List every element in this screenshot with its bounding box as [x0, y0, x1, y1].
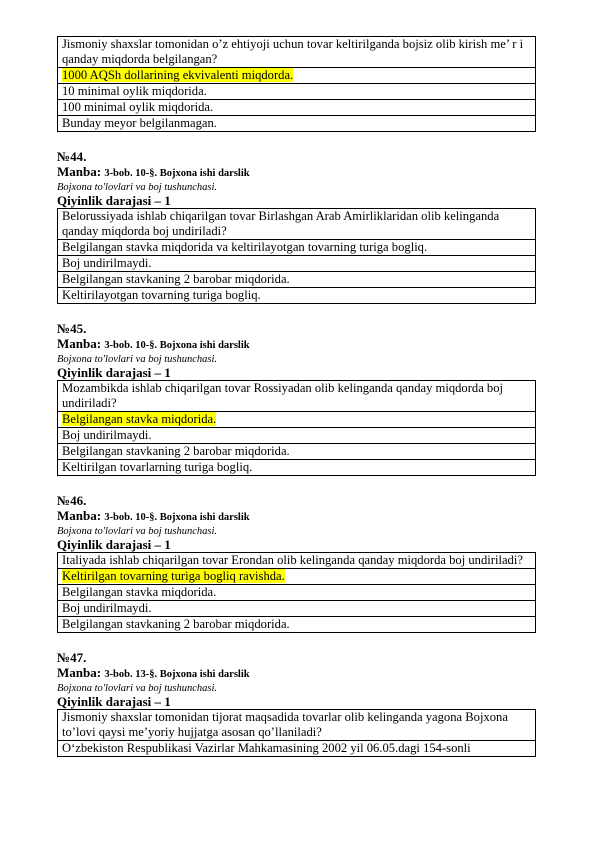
topic-line: Bojxona to'lovlari va boj tushunchasi. — [57, 683, 218, 694]
question-cell: Belorussiyada ishlab chiqarilgan tovar Birlashgan Arab Amirliklaridan olib kelinganda qanday miqdorda boj undiriladi? — [58, 209, 536, 240]
answer-cell: Belgilangan stavkaning 2 barobar miqdorida. — [58, 444, 536, 460]
answer-cell: O‘zbekiston Respublikasi Vazirlar Mahkamasining 2002 yil 06.05.dagi 154-sonli — [58, 741, 536, 757]
answer-cell: Belgilangan stavka miqdorida va keltirilayotgan tovarning turiga bogliq. — [58, 240, 536, 256]
answer-cell: 10 minimal oylik miqdorida. — [58, 84, 536, 100]
question-table — [57, 380, 536, 476]
difficulty-level: Qiyinlik darajasi – 1 — [57, 537, 171, 552]
question-cell: Jismoniy shaxslar tomonidan o’z ehtiyoji uchun tovar keltirilganda bojsiz olib kirish me’ r i qanday miqdorda belgilangan? — [58, 37, 536, 68]
answer-cell: Boj undirilmaydi. — [58, 256, 536, 272]
source-label: Manba: — [57, 164, 102, 179]
difficulty-level: Qiyinlik darajasi – 1 — [57, 365, 171, 380]
source-label: Manba: — [57, 665, 102, 680]
source-line — [57, 164, 536, 181]
answer-cell — [58, 569, 536, 585]
source-text: 3-bob. 10-§. Bojxona ishi darslik — [104, 168, 250, 179]
difficulty-level: Qiyinlik darajasi – 1 — [57, 694, 171, 709]
source-text: 3-bob. 10-§. Bojxona ishi darslik — [104, 512, 250, 523]
question-number: №47. — [57, 650, 87, 665]
question-table — [57, 208, 536, 304]
question-table — [57, 709, 536, 757]
correct-answer-highlight: 1000 AQSh dollarining ekvivalenti miqdorda. — [62, 68, 294, 82]
answer-cell: Bunday meyor belgilanmagan. — [58, 116, 536, 132]
topic-line: Bojxona to'lovlari va boj tushunchasi. — [57, 354, 218, 365]
source-label: Manba: — [57, 508, 102, 523]
question-table — [57, 36, 536, 132]
answer-cell: Keltirilayotgan tovarning turiga bogliq. — [58, 288, 536, 304]
answer-cell: Boj undirilmaydi. — [58, 428, 536, 444]
source-label: Manba: — [57, 336, 102, 351]
question-number: №46. — [57, 493, 87, 508]
question-number: №45. — [57, 321, 87, 336]
question-number: №44. — [57, 149, 87, 164]
source-text: 3-bob. 10-§. Bojxona ishi darslik — [104, 340, 250, 351]
correct-answer-highlight: Keltirilgan tovarning turiga bogliq ravishda. — [62, 569, 285, 583]
question-table — [57, 552, 536, 633]
question-cell: Jismoniy shaxslar tomonidan tijorat maqsadida tovarlar olib kelinganda yagona Bojxona to’lovi qaysi me’yoriy hujjatga asosan qo’llaniladi? — [58, 710, 536, 741]
answer-cell — [58, 412, 536, 428]
correct-answer-highlight: Belgilangan stavka miqdorida. — [62, 412, 217, 426]
answer-cell — [58, 68, 536, 84]
difficulty-level: Qiyinlik darajasi – 1 — [57, 193, 171, 208]
answer-cell: Belgilangan stavkaning 2 barobar miqdorida. — [58, 617, 536, 633]
document-page — [57, 36, 536, 757]
answer-cell: Keltirilgan tovarlarning turiga bogliq. — [58, 460, 536, 476]
question-cell: Mozambikda ishlab chiqarilgan tovar Rossiyadan olib kelinganda qanday miqdorda boj undiriladi? — [58, 381, 536, 412]
topic-line: Bojxona to'lovlari va boj tushunchasi. — [57, 526, 218, 537]
answer-cell: 100 minimal oylik miqdorida. — [58, 100, 536, 116]
question-cell: Italiyada ishlab chiqarilgan tovar Erondan olib kelinganda qanday miqdorda boj undiriladi? — [58, 553, 536, 569]
answer-cell: Belgilangan stavkaning 2 barobar miqdorida. — [58, 272, 536, 288]
answer-cell: Belgilangan stavka miqdorida. — [58, 585, 536, 601]
answer-cell: Boj undirilmaydi. — [58, 601, 536, 617]
source-line — [57, 508, 536, 525]
topic-line: Bojxona to'lovlari va boj tushunchasi. — [57, 182, 218, 193]
source-line — [57, 665, 536, 682]
source-line — [57, 336, 536, 353]
source-text: 3-bob. 13-§. Bojxona ishi darslik — [104, 669, 250, 680]
